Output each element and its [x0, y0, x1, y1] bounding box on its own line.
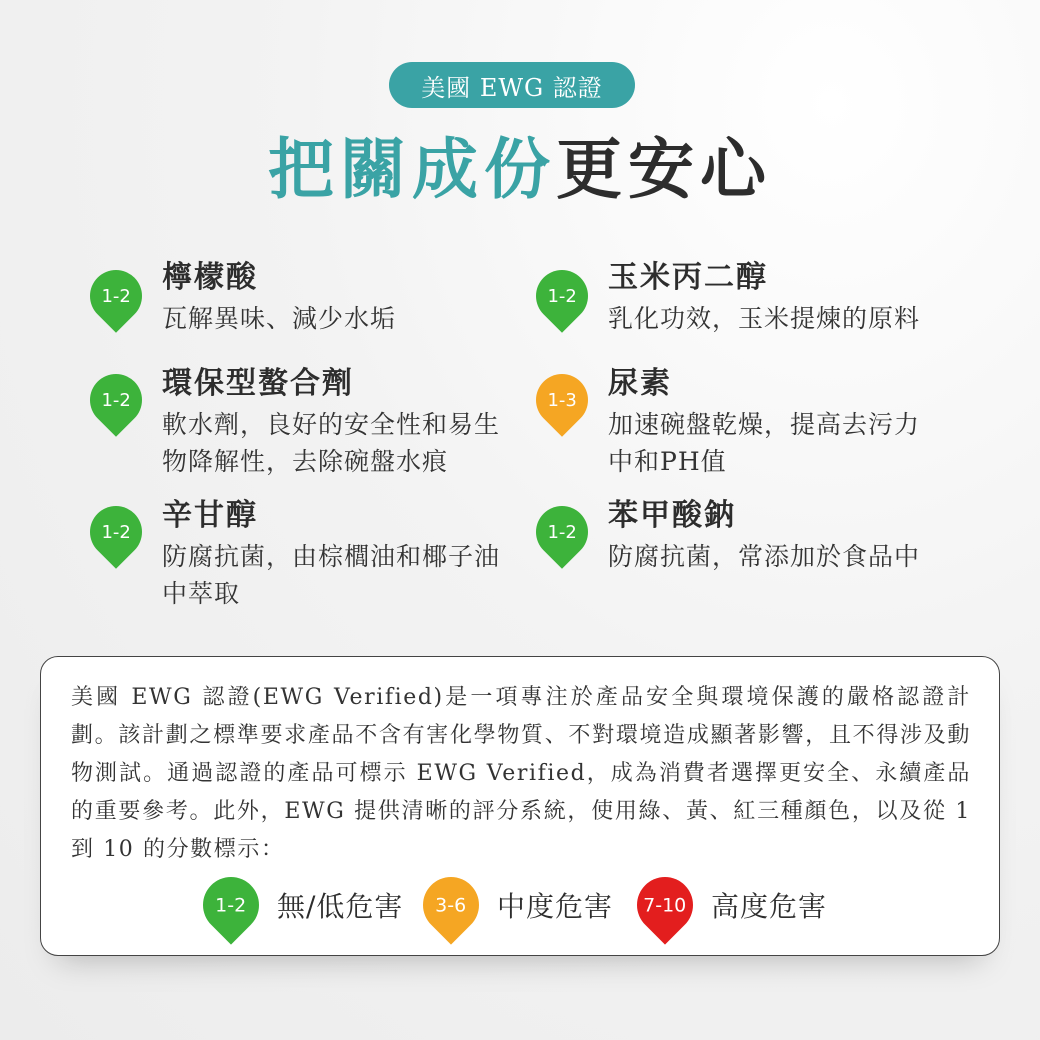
ingredient-desc: 防腐抗菌，常添加於食品中	[608, 542, 921, 571]
legend-high	[637, 875, 827, 935]
ingredient-name: 苯甲酸鈉	[608, 498, 736, 533]
ewg-badge: 美國 EWG 認證	[389, 62, 635, 108]
score-legend	[41, 875, 1001, 935]
ewg-info-text: 美國 EWG 認證(EWG Verified)是一項專注於產品安全與環境保護的嚴格認證計劃。該計劃之標準要求產品不含有害化學物質、不對環境造成顯著影響，且不得涉及動物測試。通過認證的產品可標示 EWG Verified，成為消費者選擇更安全、永續產品的重要參考。此外，EWG 提供清晰的評分系統，使用綠、黃、紅三種顏色，以及從 1 到 10 的分數標示：	[71, 685, 971, 862]
score-drop-icon: 1-2	[525, 495, 599, 569]
score-drop-icon: 1-2	[79, 495, 153, 569]
legend-medium	[423, 875, 613, 935]
score-drop-icon: 1-2	[525, 259, 599, 333]
ingredient-chelating-agent	[90, 364, 501, 484]
score-drop-icon: 3-6	[411, 865, 490, 944]
headline	[0, 128, 1040, 210]
ingredient-desc: 瓦解異味、減少水垢	[162, 304, 397, 333]
ingredient-urea	[536, 364, 936, 484]
score-drop-icon: 1-2	[79, 363, 153, 437]
headline-accent: 把關成份	[268, 130, 556, 208]
ingredient-name: 環保型螯合劑	[162, 366, 354, 401]
legend-label: 高度危害	[711, 890, 828, 923]
legend-low	[203, 875, 403, 935]
score-drop-icon: 1-3	[525, 363, 599, 437]
ingredient-desc: 乳化功效，玉米提煉的原料	[608, 304, 921, 333]
ingredient-desc: 加速碗盤乾燥，提高去污力中和PH值	[608, 410, 921, 476]
ingredient-propanediol	[536, 258, 936, 348]
legend-label: 中度危害	[497, 890, 614, 923]
ingredient-caprylyl-glycol	[90, 496, 501, 616]
ingredient-sodium-benzoate	[536, 496, 936, 586]
score-drop-icon: 1-2	[79, 259, 153, 333]
legend-label: 無/低危害	[277, 890, 404, 923]
score-drop-icon: 1-2	[191, 865, 270, 944]
ingredient-desc: 防腐抗菌，由棕櫚油和椰子油中萃取	[162, 542, 501, 608]
ingredient-name: 檸檬酸	[162, 260, 258, 295]
ingredient-name: 辛甘醇	[162, 498, 258, 533]
ingredient-citric-acid	[90, 258, 490, 348]
ingredient-name: 尿素	[608, 366, 672, 401]
ingredient-desc: 軟水劑，良好的安全性和易生物降解性，去除碗盤水痕	[162, 410, 501, 476]
headline-rest: 更安心	[556, 130, 772, 208]
ingredient-name: 玉米丙二醇	[608, 260, 768, 295]
score-drop-icon: 7-10	[625, 865, 704, 944]
ewg-info-box	[40, 656, 1000, 956]
